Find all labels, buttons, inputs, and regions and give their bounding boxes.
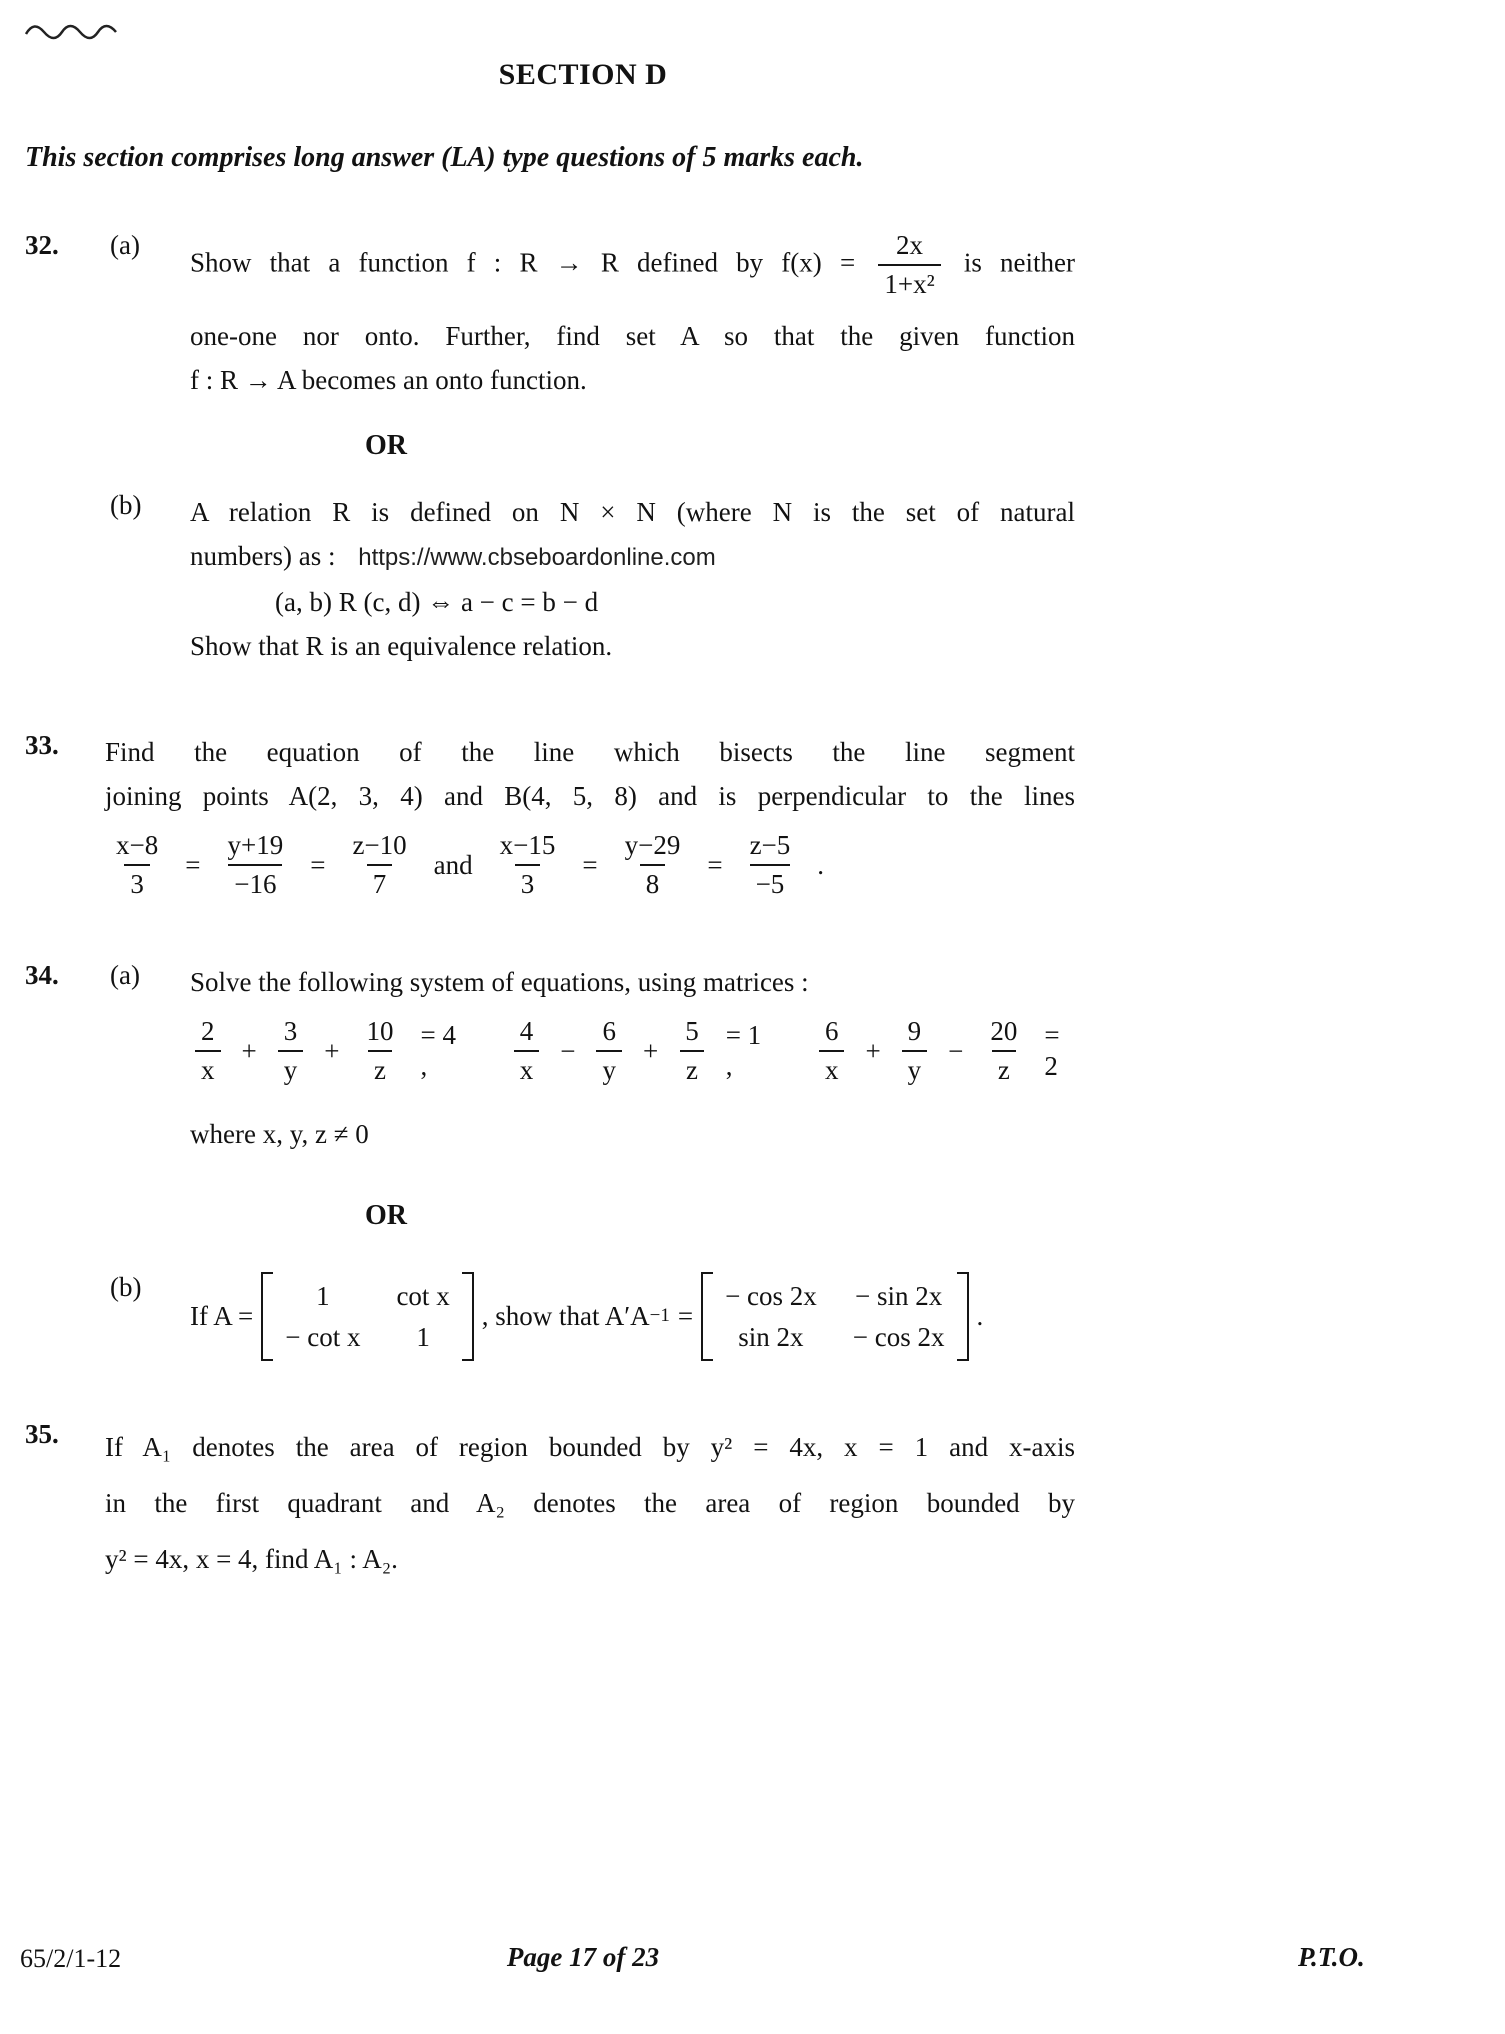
equation-result: = 2 — [1044, 1020, 1060, 1082]
fraction-numerator: 2 — [201, 1016, 215, 1047]
relation-definition: (a, b) R (c, d) ⇔ a − c = b − d — [275, 587, 599, 618]
fraction-numerator: y+19 — [227, 830, 284, 861]
section-title: SECTION D — [498, 58, 668, 91]
matrix-cell: − sin 2x — [855, 1281, 943, 1312]
fraction-numerator: 5 — [685, 1016, 699, 1047]
period: . — [976, 1301, 984, 1332]
text-line: f : R → A becomes an onto function. — [190, 365, 587, 396]
fraction — [514, 1016, 540, 1086]
fraction — [110, 830, 164, 900]
section-intro: This section comprises long answer (LA) type questions of 5 marks each. — [25, 142, 864, 173]
period: . — [817, 849, 825, 880]
fraction-numerator: 6 — [824, 1016, 839, 1047]
question-35-body — [105, 1419, 1075, 1587]
fraction-denominator: x — [819, 1050, 845, 1086]
squiggle-mark-icon — [22, 16, 122, 53]
equation-result: = 4 , — [420, 1020, 456, 1082]
text-line — [190, 534, 1075, 580]
part-label: (b) — [110, 490, 142, 521]
fraction-numerator: 6 — [602, 1016, 616, 1047]
question-number-empty — [25, 1272, 110, 1361]
matrix-cell: − cot x — [285, 1321, 361, 1352]
question-number-empty — [25, 490, 110, 668]
matrix-cell: − cos 2x — [852, 1321, 945, 1352]
question-34b-body — [190, 1272, 1075, 1361]
text-line: Find the equation of the line which bisects the line segment — [105, 737, 1075, 768]
system-of-equations — [190, 1016, 1075, 1086]
fraction — [278, 1016, 304, 1086]
fraction-denominator: −16 — [228, 864, 282, 900]
operator: − — [948, 1035, 964, 1066]
operator: − — [560, 1035, 576, 1066]
matrix-cell: 1 — [316, 1281, 330, 1312]
fraction-denominator: x — [195, 1050, 221, 1086]
left-bracket — [701, 1272, 713, 1361]
fraction-denominator: 3 — [515, 864, 541, 900]
text-line: joining points A(2, 3, 4) and B(4, 5, 8) and is perpendicular to the lines — [105, 781, 1075, 812]
fraction-denominator: z — [368, 1050, 392, 1086]
fraction-numerator: x−15 — [499, 830, 556, 861]
exponent: −1 — [649, 1305, 670, 1327]
fraction-denominator: z — [680, 1050, 704, 1086]
paper-code: 65/2/1-12 — [20, 1944, 122, 1973]
part-label: (a) — [110, 960, 140, 991]
fraction-numerator: 9 — [907, 1016, 922, 1047]
fraction-denominator: 3 — [124, 864, 150, 900]
equals-sign: = — [677, 1301, 694, 1332]
fraction — [902, 1016, 928, 1086]
equals-sign: = — [707, 849, 723, 880]
question-34 — [25, 960, 1075, 1156]
text-line: If A₁ denotes the area of region bounded by y² = 4x, x = 1 and x-axis — [105, 1432, 1075, 1463]
line-equations — [105, 830, 1075, 900]
fraction-numerator: 3 — [283, 1016, 298, 1047]
matrix-cell: 1 — [416, 1321, 430, 1352]
fraction-numerator: x−8 — [116, 830, 159, 861]
page-number: Page 17 of 23 — [506, 1942, 660, 1972]
text-run: , show that A′A — [481, 1301, 650, 1332]
fraction-denominator: z — [992, 1050, 1016, 1086]
text-line: y² = 4x, x = 4, find A₁ : A₂. — [105, 1544, 398, 1575]
watermark-url: https://www.cbseboardonline.com — [358, 544, 716, 572]
equals-sign: = — [185, 849, 201, 880]
question-number: 34. — [25, 960, 59, 991]
fraction — [619, 830, 687, 900]
text-line: Show that R is an equivalence relation. — [190, 631, 613, 662]
fraction-numerator: z−5 — [749, 830, 791, 861]
question-32b-body — [190, 490, 1075, 668]
fraction-denominator: y — [596, 1050, 622, 1086]
right-bracket — [957, 1272, 969, 1361]
fraction-numerator: y−29 — [624, 830, 681, 861]
fraction — [494, 830, 562, 900]
fraction-numerator: 2x — [896, 230, 924, 260]
fraction — [819, 1016, 845, 1086]
right-bracket — [462, 1272, 474, 1361]
fraction — [878, 230, 940, 300]
equation-result: = 1 , — [725, 1020, 762, 1082]
text-run: numbers) as : — [190, 541, 336, 572]
matrix-A — [261, 1272, 473, 1361]
question-33 — [25, 730, 1075, 900]
fraction — [679, 1016, 705, 1086]
text-line: one-one nor onto. Further, find set A so that the given function — [190, 321, 1075, 352]
text-line: in the first quadrant and A₂ denotes the area of region bounded by — [105, 1488, 1075, 1519]
fraction — [221, 830, 289, 900]
question-32 — [25, 230, 1075, 402]
text-line: A relation R is defined on N × N (where N is the set of natural — [190, 497, 1075, 528]
or-separator: OR — [365, 430, 407, 462]
text-line: Solve the following system of equations, using matrices : — [190, 967, 809, 998]
question-32b — [25, 490, 1075, 668]
matrix-cells — [273, 1272, 461, 1361]
question-34b — [25, 1272, 1075, 1361]
question-number: 32. — [25, 230, 59, 260]
fraction-denominator: y — [278, 1050, 304, 1086]
operator: + — [241, 1035, 257, 1066]
equals-sign: = — [310, 849, 326, 880]
part-label: (a) — [110, 230, 140, 260]
matrix-cells — [713, 1272, 956, 1361]
left-bracket — [261, 1272, 273, 1361]
part-label: (b) — [110, 1272, 142, 1303]
fraction-numerator: 4 — [519, 1016, 534, 1047]
fraction-denominator: x — [514, 1050, 540, 1086]
fraction-numerator: z−10 — [352, 830, 407, 861]
matrix-cell: cot x — [396, 1281, 450, 1312]
fraction — [984, 1016, 1023, 1086]
fraction — [744, 830, 797, 900]
fraction-denominator: −5 — [750, 864, 791, 900]
text-run: is neither — [963, 247, 1075, 278]
text-run: Show that a function f : R → R defined by f(x) = — [190, 247, 856, 278]
question-33-body — [105, 730, 1075, 900]
constraint-line: where x, y, z ≠ 0 — [190, 1119, 369, 1150]
pto-marker: P.T.O. — [1298, 1942, 1365, 1972]
fraction-denominator: y — [902, 1050, 928, 1086]
operator: + — [865, 1035, 881, 1066]
fraction-denominator: 8 — [640, 864, 666, 900]
matrix-cell: sin 2x — [738, 1321, 804, 1352]
text-line — [190, 230, 1075, 300]
fraction-numerator: 10 — [366, 1016, 394, 1047]
or-separator: OR — [365, 1200, 407, 1232]
matrix-result — [701, 1272, 968, 1361]
fraction — [596, 1016, 622, 1086]
fraction-numerator: 20 — [990, 1016, 1018, 1047]
fraction — [360, 1016, 399, 1086]
and-connector: and — [433, 849, 473, 880]
matrix-cell: − cos 2x — [725, 1281, 817, 1312]
operator: + — [324, 1035, 340, 1066]
fraction-denominator: 7 — [367, 864, 393, 900]
operator: + — [642, 1035, 659, 1066]
question-32a-body — [190, 230, 1075, 402]
fraction-denominator: 1+x² — [878, 264, 940, 300]
text-run: If A = — [190, 1301, 254, 1332]
equals-sign: = — [582, 849, 598, 880]
question-number: 35. — [25, 1419, 59, 1450]
fraction — [195, 1016, 221, 1086]
question-number: 33. — [25, 730, 59, 761]
question-35 — [25, 1419, 1075, 1587]
fraction — [346, 830, 412, 900]
question-34a-body — [190, 960, 1075, 1156]
